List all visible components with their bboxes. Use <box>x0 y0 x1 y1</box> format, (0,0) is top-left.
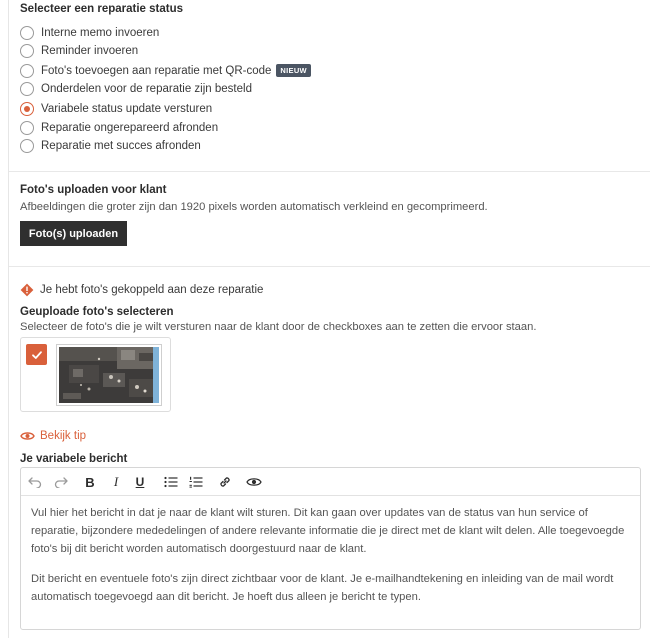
numbered-list-button[interactable] <box>187 473 205 491</box>
radio-circle[interactable] <box>20 121 34 135</box>
bullet-list-button[interactable] <box>162 473 180 491</box>
radio-variable-status[interactable] <box>20 100 212 117</box>
italic-icon[interactable]: I <box>113 474 119 489</box>
message-paragraph: Vul hier het bericht in dat je naar de klant wilt sturen. Dit kan gaan over updates van de status van hun service of reparatie, bijzondere mededelingen of andere relevante informatie die je direct met de klant wilt delen. Alle toegevoegde foto's bij dit bericht worden automatisch doorgestuurd naar de klant. <box>31 507 625 555</box>
select-photos-title: Geuploade foto's selecteren <box>20 306 174 318</box>
radio-success[interactable] <box>20 137 201 154</box>
linked-photos-warning <box>20 283 263 297</box>
divider <box>9 171 650 172</box>
radio-circle[interactable] <box>20 139 34 153</box>
upload-title: Foto's uploaden voor klant <box>20 184 167 196</box>
photo-card <box>20 337 171 412</box>
view-tip-label: Bekijk tip <box>40 430 87 442</box>
message-title: Je variabele bericht <box>20 453 128 465</box>
upload-description: Afbeeldingen die groter zijn dan 1920 pixels worden automatisch verkleind en gecomprimeerd. <box>20 201 488 213</box>
radio-label: Foto's toevoegen aan reparatie met QR-code <box>41 64 272 77</box>
redo-icon <box>54 476 68 488</box>
editor-textarea[interactable] <box>21 496 640 626</box>
radio-circle[interactable] <box>20 64 34 78</box>
radio-label: Variabele status update versturen <box>41 102 213 115</box>
divider <box>9 266 650 267</box>
repair-status-title: Selecteer een reparatie status <box>20 3 184 15</box>
underline-icon[interactable]: U <box>135 475 145 489</box>
circuit-board-photo <box>59 347 159 403</box>
bold-icon[interactable]: B <box>85 474 95 490</box>
preview-button[interactable] <box>245 473 263 491</box>
radio-internal-memo[interactable] <box>20 24 159 41</box>
preview-icon <box>246 476 262 488</box>
radio-reminder[interactable] <box>20 42 138 59</box>
photo-checkbox[interactable] <box>26 344 47 365</box>
radio-parts-ordered[interactable] <box>20 80 252 97</box>
radio-circle[interactable] <box>20 44 34 58</box>
radio-label: Reparatie met succes afronden <box>41 139 201 152</box>
link-button[interactable] <box>216 473 234 491</box>
message-editor <box>20 467 641 630</box>
radio-label: Interne memo invoeren <box>41 26 160 39</box>
new-badge: NIEUW <box>276 64 311 77</box>
editor-toolbar <box>21 468 640 496</box>
radio-unrepaired[interactable] <box>20 119 218 136</box>
undo-button[interactable] <box>26 473 44 491</box>
view-tip-link[interactable] <box>20 430 86 442</box>
upload-photos-button[interactable]: Foto(s) uploaden <box>20 221 127 246</box>
link-icon <box>218 475 232 489</box>
radio-circle-selected[interactable] <box>20 102 34 116</box>
undo-icon <box>28 476 42 488</box>
warning-icon <box>20 283 34 297</box>
redo-button[interactable] <box>52 473 70 491</box>
radio-label: Reparatie ongerepareerd afronden <box>41 121 219 134</box>
radio-circle[interactable] <box>20 82 34 96</box>
radio-photos-qr[interactable] <box>20 62 311 79</box>
radio-circle[interactable] <box>20 26 34 40</box>
eye-icon <box>20 430 35 442</box>
radio-label: Onderdelen voor de reparatie zijn besteld <box>41 82 252 95</box>
photo-thumbnail[interactable] <box>56 344 162 406</box>
bullet-list-icon <box>164 476 178 488</box>
numbered-list-icon <box>189 476 203 488</box>
warning-text: Je hebt foto's gekoppeld aan deze reparatie <box>40 284 264 296</box>
select-photos-description: Selecteer de foto's die je wilt versturen naar de klant door de checkboxes aan te zetten die ervoor staan. <box>20 321 537 333</box>
message-paragraph: Dit bericht en eventuele foto's zijn direct zichtbaar voor de klant. Je e-mailhandtekening en inleiding van de mail wordt automatisch toegevoegd aan dit bericht. Je hoeft dus alleen je bericht te typen. <box>31 573 614 603</box>
radio-label: Reminder invoeren <box>41 44 139 57</box>
check-icon <box>31 349 43 361</box>
